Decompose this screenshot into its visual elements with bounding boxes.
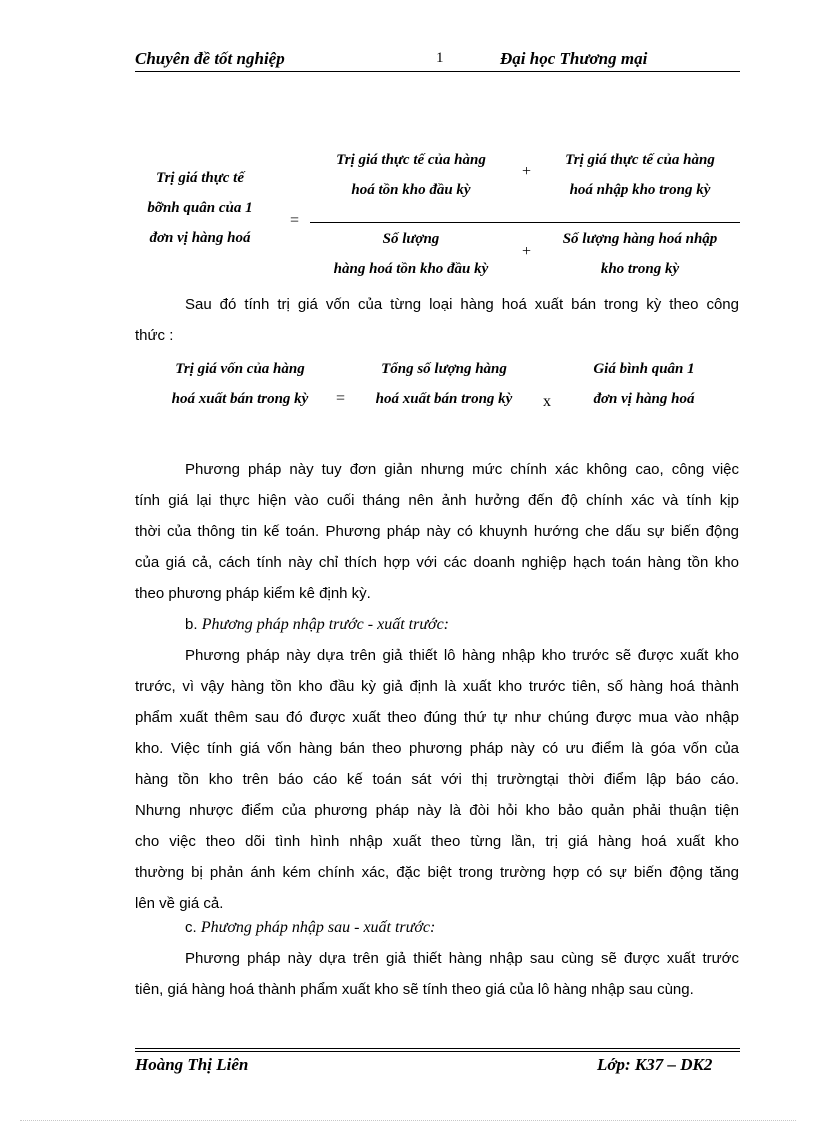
formula1-text-line: Trị giá thực tế của hàng [336, 152, 486, 168]
heading-title: Phương pháp nhập sau - xuất trước: [200, 919, 436, 936]
formula1-text-line: kho trong kỳ [600, 261, 680, 277]
heading-fifo [185, 609, 449, 640]
text-line: Sau đó tính trị giá vốn của từng loại hàng hoá xuất bán trong kỳ theo công [185, 296, 739, 313]
formula1-text-line: Số lượng hàng hoá nhập [562, 231, 718, 247]
formula1-text-line: hàng hoá tồn kho đầu kỳ [333, 261, 489, 277]
formula1-equals-sign: = [290, 212, 300, 229]
formula2-text-line: Trị giá vốn của hàng [175, 361, 305, 377]
header-rule [135, 71, 740, 72]
formula1-lhs-line: Trị giá thực tế [155, 170, 244, 186]
formula2-times-sign: x [543, 393, 551, 410]
page-number: 1 [436, 50, 444, 66]
formula1-text-line: Số lượng [382, 231, 440, 247]
heading-prefix: b. [185, 616, 202, 633]
formula1-denominator-b [540, 224, 740, 284]
heading-lifo [185, 912, 435, 943]
text-line: thường bị phản ánh kém chính xác, đặc biệt trong trường hợp có sự biến động tăng [135, 864, 739, 881]
text-line: lên về giá cả. [135, 895, 224, 912]
text-line: tính giá lại thực hiện vào cuối tháng nên ảnh hưởng đến độ chính xác và tính kịp [135, 492, 739, 509]
formula-intro [135, 289, 739, 351]
formula2-text-line: Giá bình quân 1 [593, 361, 695, 377]
formula2-text-line: đơn vị hàng hoá [593, 391, 695, 407]
text-line: phẩm xuất thêm sau đó được xuất theo đúng thứ tự như chúng được mua vào nhập [135, 709, 739, 726]
text-line: thời của thông tin kế toán. Phương pháp này có khuynh hướng che dấu sự biến động [135, 523, 739, 540]
formula1-text-line: hoá nhập kho trong kỳ [569, 182, 711, 198]
header-title: Chuyên đề tốt nghiệp [135, 49, 285, 68]
formula1-lhs-line: bỡnh quân của 1 [147, 200, 253, 216]
formula1-denominator-plus: + [522, 243, 532, 260]
text-line: thức : [135, 327, 174, 344]
formula2-equals-sign: = [336, 390, 346, 407]
formula2-text-line: hoá xuất bán trong kỳ [171, 391, 309, 407]
text-line: theo phương pháp kiểm kê định kỳ. [135, 585, 371, 602]
header-university: Đại học Thương mại [500, 49, 648, 68]
formula1-text-line: hoá tồn kho đầu kỳ [351, 182, 471, 198]
formula2-middle [356, 354, 532, 414]
formula2-lhs [150, 354, 330, 414]
footer-author: Hoàng Thị Liên [135, 1055, 249, 1074]
text-line: Phương pháp này tuy đơn giản nhưng mức chính xác không cao, công việc [185, 461, 739, 478]
text-line: kho. Việc tính giá vốn hàng bán theo phương pháp này có ưu điểm là góa vốn của [135, 740, 739, 757]
text-line: Phương pháp này dựa trên giả thiết lô hàng nhập kho trước sẽ được xuất kho [185, 647, 739, 664]
text-line: trước, vì vậy hàng tồn kho đầu kỳ giả định là xuất kho trước tiên, số hàng hoá thành [135, 678, 739, 695]
text-line: Nhưng nhược điểm của phương pháp này là đòi hỏi kho bảo quản phải thuận tiện [135, 802, 739, 819]
paragraph-lifo [135, 943, 739, 1005]
formula1-numerator-plus: + [522, 163, 532, 180]
heading-prefix: c. [185, 919, 201, 936]
footer-rule [135, 1048, 740, 1052]
formula2-text-line: Tổng số lượng hàng [381, 361, 507, 377]
page-bottom-edge [20, 1120, 796, 1121]
formula1-denominator-a [306, 224, 516, 284]
text-line: của giá cả, cách tính này chỉ thích hợp với các doanh nghiệp hạch toán hàng tồn kho [135, 554, 739, 571]
formula1-lhs-line: đơn vị hàng hoá [149, 230, 251, 246]
paragraph-fifo [135, 640, 739, 919]
formula1-numerator-a [306, 145, 516, 205]
formula2-rhs [574, 354, 714, 414]
text-line: hàng tồn kho trên báo cáo kế toán sát với thị trườngtại thời điểm lập báo cáo. [135, 771, 739, 788]
text-line: cho việc theo dõi tình hình nhập xuất theo từng lần, trị giá hàng hoá xuất kho [135, 833, 739, 850]
formula2-text-line: hoá xuất bán trong kỳ [375, 391, 513, 407]
paragraph-average-method [135, 454, 739, 609]
heading-title: Phương pháp nhập trước - xuất trước: [201, 616, 450, 633]
text-line: tiên, giá hàng hoá thành phẩm xuất kho sẽ tính theo giá của lô hàng nhập sau cùng. [135, 981, 694, 998]
formula1-text-line: Trị giá thực tế của hàng [565, 152, 715, 168]
footer-class: Lớp: K37 – DK2 [597, 1055, 713, 1074]
formula1-fraction-bar [310, 222, 740, 223]
text-line: Phương pháp này dựa trên giả thiết hàng nhập sau cùng sẽ được xuất trước [185, 950, 739, 967]
formula1-lhs [135, 163, 265, 253]
formula1-numerator-b [540, 145, 740, 205]
